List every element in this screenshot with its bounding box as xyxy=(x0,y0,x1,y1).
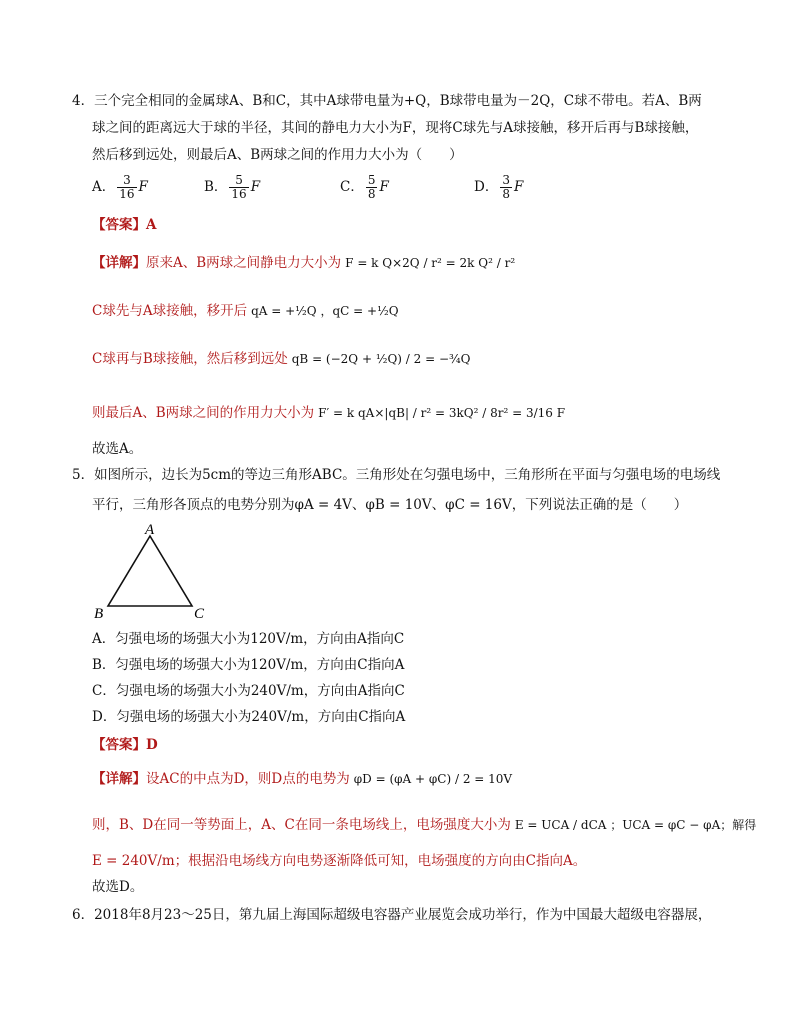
q5-option-d: D．匀强电场的场强大小为240V/m，方向由C指向A xyxy=(92,709,406,725)
q4-stem-line-1 xyxy=(72,92,702,110)
q4-option-b-den: 16 xyxy=(231,187,247,201)
q4-stem-text-1: 三个完全相同的金属球A、B和C，其中A球带电量为+Q，B球带电量为－2Q，C球不带电。若A、B两 xyxy=(94,93,702,109)
q4-option-b-num: 5 xyxy=(229,174,248,188)
q4-detail-4-text: 则最后A、B两球之间的作用力大小为 xyxy=(92,405,315,421)
q5-detail-2-formula: E = UCA / dCA ；UCA = φC − φA；解得 xyxy=(514,818,757,832)
triangle-abc-figure xyxy=(90,522,220,622)
q4-option-c-den: 8 xyxy=(367,187,376,201)
q5-detail-3: E = 240V/m；根据沿电场线方向电势逐渐降低可知，电场强度的方向由C指向A。 xyxy=(92,853,587,869)
q4-option-b-letter: B． xyxy=(204,179,228,195)
q4-detail-2-formula: qA = +½Q ，qC = +½Q xyxy=(251,304,399,318)
q5-option-a: A．匀强电场的场强大小为120V/m，方向由A指向C xyxy=(92,631,405,647)
q4-detail-4-formula: F′ = k qA×|qB| / r² = 3kQ² / 8r² = 3/16 F xyxy=(318,406,566,420)
q4-number: 4． xyxy=(72,93,95,109)
q4-option-c-var: F xyxy=(379,179,389,195)
q4-detail-3-formula: qB = (−2Q + ½Q) / 2 = −¾Q xyxy=(291,352,471,366)
q5-detail-1 xyxy=(92,770,512,788)
q4-option-a xyxy=(92,174,148,201)
q4-option-d-var: F xyxy=(513,179,524,195)
q4-option-b-fraction xyxy=(229,174,248,201)
q4-detail-3 xyxy=(92,350,471,368)
q6-number: 6． xyxy=(72,907,95,923)
q4-option-a-fraction xyxy=(117,174,136,201)
q5-detail-2-text: 则，B、D在同一等势面上，A、C在同一条电场线上，电场强度大小为 xyxy=(92,817,511,833)
q4-detail-2-text: C球先与A球接触，移开后 xyxy=(92,303,248,319)
q4-detail-3-text: C球再与B球接触，然后移到远处 xyxy=(92,351,288,367)
q5-conclusion: 故选D。 xyxy=(92,879,144,895)
q4-detail-4 xyxy=(92,404,565,422)
q5-stem-text-1: 如图所示，边长为5cm的等边三角形ABC。三角形处在匀强电场中，三角形所在平面与匀强电场的电场线 xyxy=(94,467,721,483)
q5-number: 5． xyxy=(72,467,95,483)
q4-option-c xyxy=(340,174,389,201)
q4-option-a-var: F xyxy=(138,179,148,195)
q4-option-b-var: F xyxy=(250,179,261,195)
q4-answer-tag: 【答案】A xyxy=(92,217,157,233)
triangle-abc xyxy=(108,536,192,606)
q4-stem-line-3: 然后移到远处，则最后A、B两球之间的作用力大小为（ ） xyxy=(92,147,463,163)
q5-detail-1-text: 设AC的中点为D，则D点的电势为 xyxy=(146,771,350,787)
q4-option-d-fraction xyxy=(500,174,512,201)
q4-option-a-num: 3 xyxy=(117,174,136,188)
q4-option-a-den: 16 xyxy=(119,187,135,201)
q4-detail-1 xyxy=(92,254,515,272)
q5-answer-tag: 【答案】D xyxy=(92,737,158,753)
q4-option-c-fraction xyxy=(366,174,378,201)
q5-detail-2 xyxy=(92,816,756,834)
q4-detail-1-formula: F = k Q×2Q / r² = 2k Q² / r² xyxy=(345,256,516,270)
q5-answer xyxy=(92,736,158,754)
q4-detail-1-text: 原来A、B两球之间静电力大小为 xyxy=(146,255,342,271)
q4-option-d-letter: D． xyxy=(474,179,499,195)
q5-option-b: B．匀强电场的场强大小为120V/m，方向由C指向A xyxy=(92,657,405,673)
q4-answer xyxy=(92,216,156,234)
q5-stem-line-2: 平行，三角形各顶点的电势分别为φA = 4V、φB = 10V、φC = 16V，下列说法正确的是（ ） xyxy=(92,497,688,513)
q5-stem-line-1 xyxy=(72,466,720,484)
q4-option-a-letter: A． xyxy=(92,179,116,195)
q6-stem-line-1 xyxy=(72,906,711,924)
q6-stem-text: 2018年8月23～25日，第九届上海国际超级电容器产业展览会成功举行，作为中国最大超级电容器展， xyxy=(94,907,712,923)
q4-option-d-den: 8 xyxy=(502,187,510,201)
q5-detail-tag: 【详解】 xyxy=(92,771,146,787)
vertex-label-c: C xyxy=(194,606,205,622)
q4-option-b xyxy=(204,174,260,201)
q4-detail-2 xyxy=(92,302,399,320)
q4-detail-tag: 【详解】 xyxy=(92,255,146,271)
q4-option-d xyxy=(474,174,523,201)
vertex-label-b: B xyxy=(94,606,104,622)
vertex-label-a: A xyxy=(145,522,155,538)
q4-stem-line-2: 球之间的距离远大于球的半径，其间的静电力大小为F，现将C球先与A球接触，移开后再与B球接触， xyxy=(92,120,699,136)
q5-option-c: C．匀强电场的场强大小为240V/m，方向由A指向C xyxy=(92,683,405,699)
q4-option-c-num: 5 xyxy=(367,173,376,187)
q4-option-d-num: 3 xyxy=(502,173,510,187)
q4-option-c-letter: C． xyxy=(340,179,364,195)
q5-detail-1-formula: φD = (φA + φC) / 2 = 10V xyxy=(353,772,513,786)
q4-conclusion: 故选A。 xyxy=(92,441,143,457)
